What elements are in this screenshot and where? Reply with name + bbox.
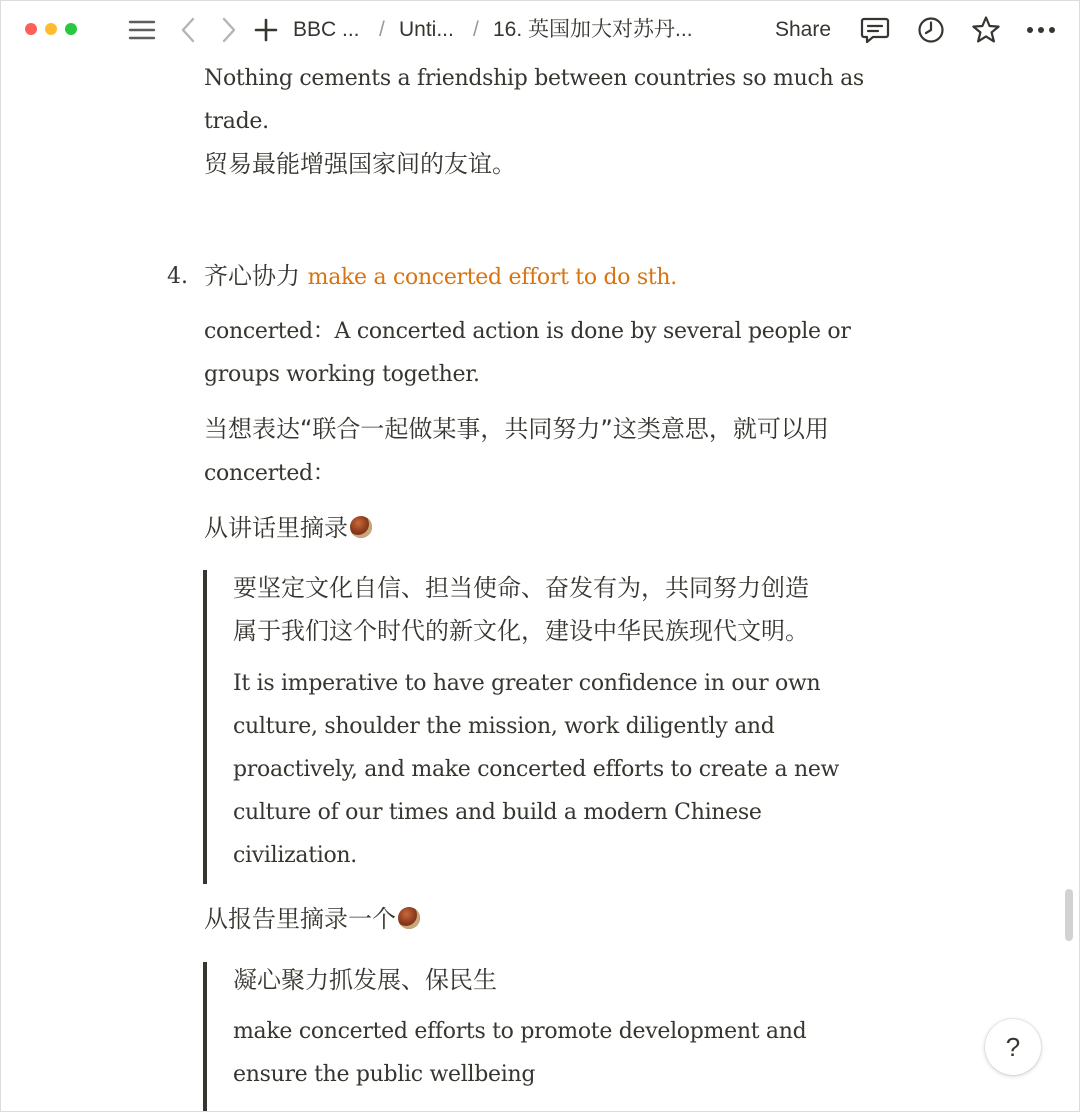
back-icon[interactable]	[173, 15, 203, 45]
quote-text-en: ensure the public wellbeing	[233, 1062, 536, 1087]
clock-icon[interactable]	[916, 15, 946, 45]
list-item-cn: 齐心协力	[204, 262, 308, 290]
menu-icon[interactable]	[127, 15, 157, 45]
more-icon[interactable]	[1026, 15, 1056, 45]
forward-icon[interactable]	[214, 15, 244, 45]
chestnut-emoji-icon	[398, 907, 420, 929]
quote-text-cn: 属于我们这个时代的新文化，建设中华民族现代文明。	[233, 617, 809, 645]
star-icon[interactable]	[971, 15, 1001, 45]
maximize-window-button[interactable]	[65, 23, 77, 35]
usage-text-cn: 当想表达“联合一起做某事，共同努力”这类意思，就可以用	[204, 415, 829, 443]
quote-text-en: proactively, and make concerted efforts to create a new	[233, 757, 840, 782]
top-bar	[1, 1, 1079, 59]
section-heading	[204, 507, 372, 550]
comment-icon[interactable]	[860, 15, 890, 45]
definition-text: groups working together.	[204, 362, 480, 387]
list-number: 4.	[167, 264, 188, 289]
quote-text-cn: 凝心聚力抓发展、保民生	[233, 966, 497, 994]
quote-text-en: culture of our times and build a modern Chinese	[233, 800, 762, 825]
breadcrumb-current-page[interactable]: 16. 英国加大对苏丹...	[493, 18, 693, 41]
quote-text-en: It is imperative to have greater confidence in our own	[233, 671, 821, 696]
breadcrumb-item[interactable]: BBC ...	[293, 18, 360, 41]
paragraph-text: Nothing cements a friendship between countries so much as	[204, 66, 864, 91]
quote-bar	[203, 570, 207, 884]
plus-icon[interactable]	[251, 15, 281, 45]
help-button[interactable]: ?	[985, 1019, 1041, 1075]
breadcrumb-separator: /	[473, 18, 479, 41]
share-button[interactable]: Share	[775, 18, 832, 41]
paragraph-text-cn: 贸易最能增强国家间的友谊。	[204, 150, 516, 178]
list-item-heading	[204, 255, 677, 300]
usage-text: concerted：	[204, 461, 335, 486]
scrollbar-thumb[interactable]	[1065, 889, 1073, 941]
breadcrumb-separator: /	[379, 18, 385, 41]
minimize-window-button[interactable]	[45, 23, 57, 35]
section-heading	[204, 898, 420, 941]
speech-heading-text: 从讲话里摘录	[204, 514, 348, 542]
quote-text-en: civilization.	[233, 843, 357, 868]
quote-text-en: culture, shoulder the mission, work diligently and	[233, 714, 775, 739]
list-item-en-highlight: make a concerted effort to do sth.	[307, 265, 677, 290]
close-window-button[interactable]	[25, 23, 37, 35]
quote-bar	[203, 962, 207, 1112]
report-heading-text: 从报告里摘录一个	[204, 905, 396, 933]
quote-text-en: make concerted efforts to promote development and	[233, 1019, 807, 1044]
breadcrumb-item[interactable]: Unti...	[399, 18, 454, 41]
chestnut-emoji-icon	[350, 516, 372, 538]
definition-text: concerted：A concerted action is done by several people or	[204, 319, 851, 344]
quote-text-cn: 要坚定文化自信、担当使命、奋发有为，共同努力创造	[233, 574, 809, 602]
paragraph-text: trade.	[204, 109, 269, 134]
page-content	[1, 59, 1079, 1111]
